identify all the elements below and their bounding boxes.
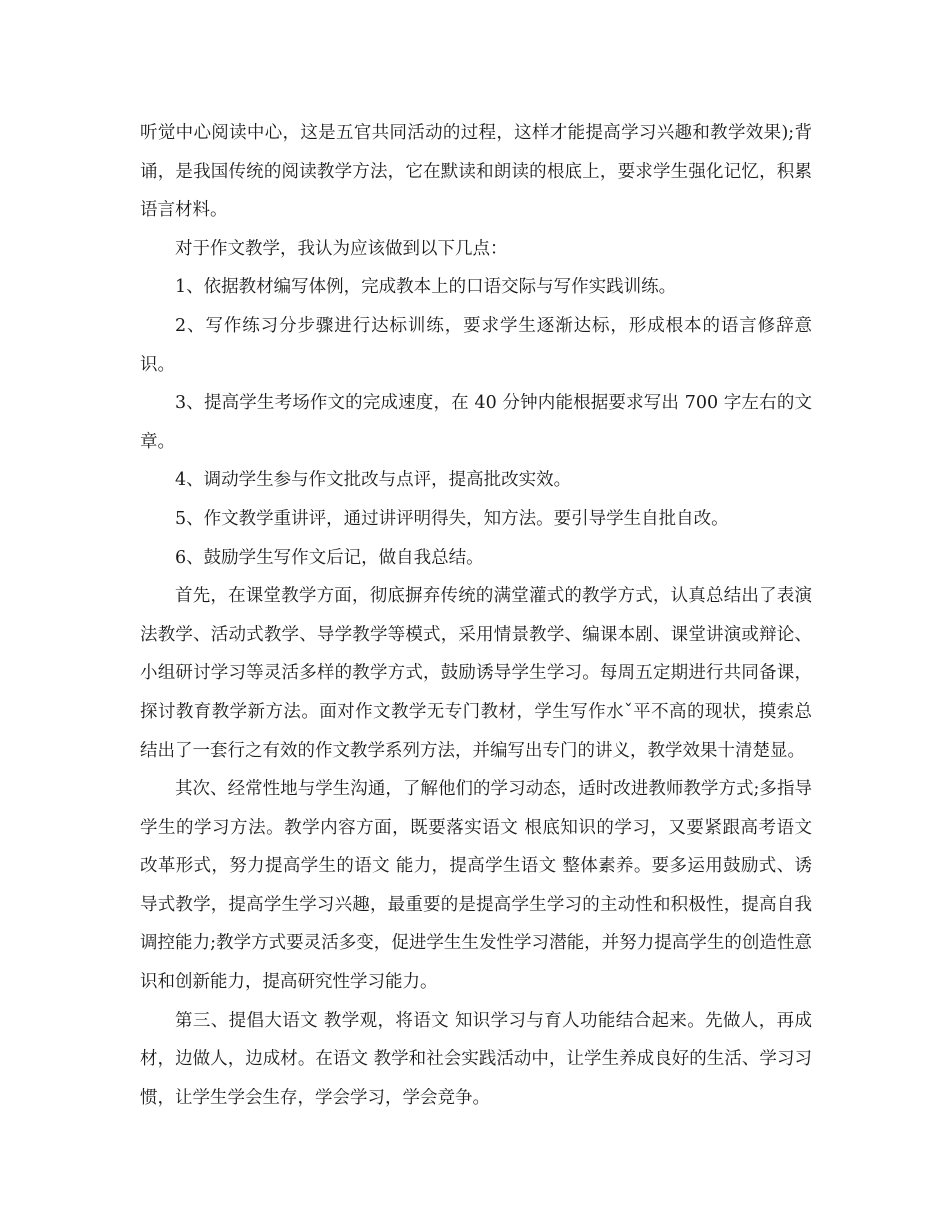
paragraph-point-1: 1、依据教材编写体例，完成教本上的口语交际与写作实践训练。 [175, 277, 677, 298]
paragraph-third: 第三、提倡大语文 教学观，将语文 知识学习与育人功能结合起来。先做人，再成材，边做人，边成材。在语文 教学和社会实践活动中，让学生养成良好的生活、学习习惯，让学生学会生存，学会学习，学会竞争。 [140, 1010, 812, 1108]
paragraph-point-4: 4、调动学生参与作文批改与点评，提高批改实效。 [175, 470, 572, 491]
paragraph-point-5: 5、作文教学重讲评，通过讲评明得失，知方法。要引导学生自批自改。 [175, 508, 729, 529]
paragraph-point-6: 6、鼓励学生写作文后记，做自我总结。 [175, 547, 484, 568]
paragraph-composition-intro: 对于作文教学，我认为应该做到以下几点： [175, 238, 508, 259]
paragraph-first: 首先，在课堂教学方面，彻底摒弃传统的满堂灌式的教学方式，认真总结出了表演法教学、活动式教学、导学教学等模式，采用情景教学、编课本剧、课堂讲演或辩论、小组研讨学习等灵活多样的教学方式，鼓励诱导学生学习。每周五定期进行共同备课，探讨教育教学新方法。面对作文教学无专门教材，学生写作水ˇ平不高的现状，摸索总结出了一套行之有效的作文教学系列方法，并编写出专门的讲义，教学效果十清楚显。 [140, 586, 812, 761]
paragraph-point-2: 2、写作练习分步骤进行达标训练，要求学生逐渐达标，形成根本的语言修辞意识。 [140, 315, 812, 375]
document-body [140, 114, 812, 1117]
paragraph-point-3: 3、提高学生考场作文的完成速度，在 40 分钟内能根据要求写出 700 字左右的文章。 [140, 393, 812, 452]
paragraph-reading-methods: 听觉中心阅读中心，这是五官共同活动的过程，这样才能提高学习兴趣和教学效果);背诵，是我国传统的阅读教学方法，它在默读和朗读的根底上，要求学生强化记忆，积累语言材料。 [140, 123, 812, 221]
paragraph-second: 其次、经常性地与学生沟通，了解他们的学习动态，适时改进教师教学方式;多指导学生的学习方法。教学内容方面，既要落实语文 根底知识的学习，又要紧跟高考语文 改革形式，努力提高学生的语文 能力，提高学生语文 整体素养。要多运用鼓励式、诱导式教学，提高学生学习兴趣，最重要的是提高学生学习的主动性和积极性，提高自我调控能力;教学方式要灵活多变，促进学生生发性学习潜能，并努力提高学生的创造性意识和创新能力，提高研究性学习能力。 [140, 779, 812, 993]
